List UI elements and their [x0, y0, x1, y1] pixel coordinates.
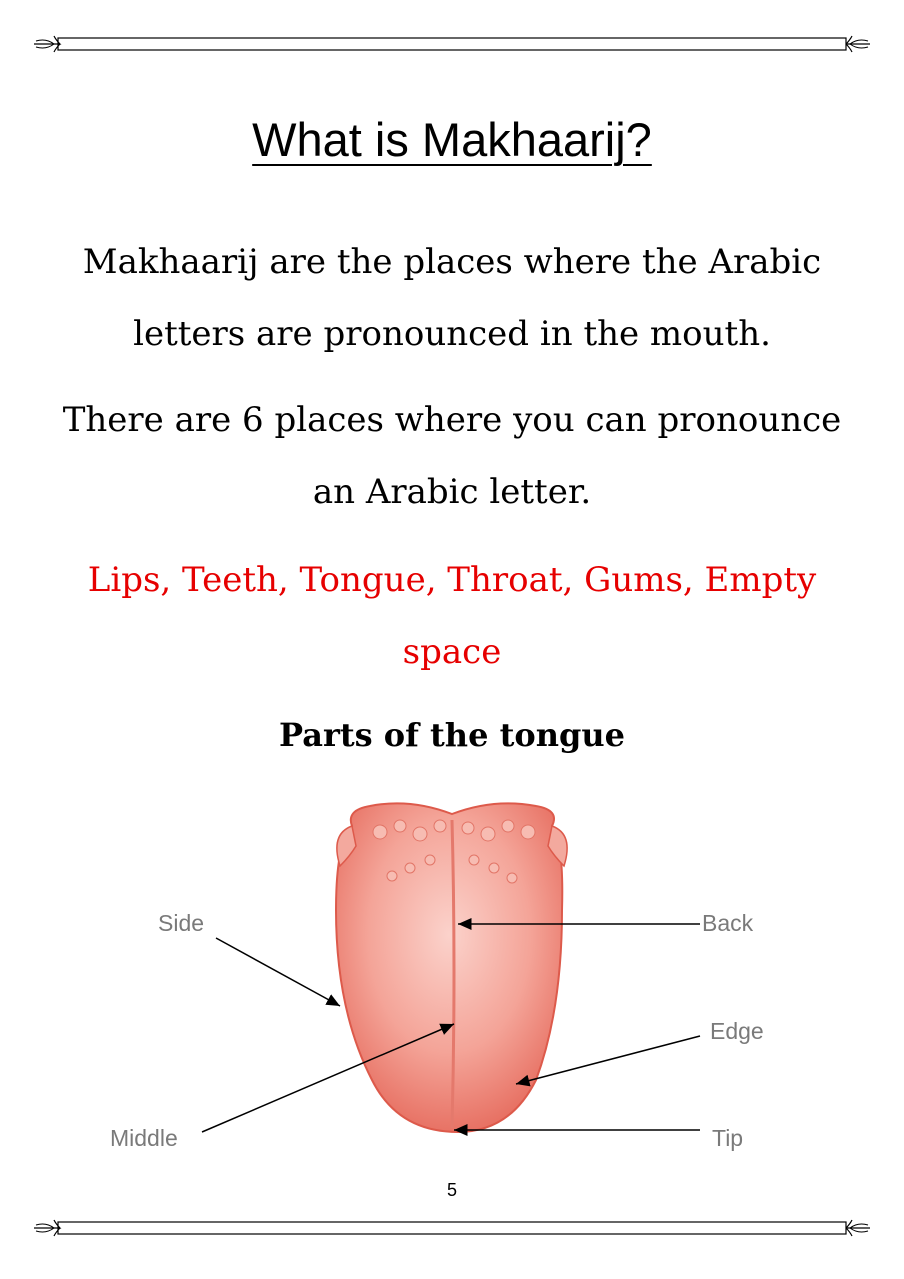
label-middle: Middle: [110, 1125, 178, 1151]
side-arrow: [216, 938, 340, 1006]
bottom-border-ornament: [0, 1216, 904, 1240]
tongue-diagram: [0, 790, 904, 1170]
label-edge: Edge: [710, 1018, 764, 1044]
page-number: 5: [446, 1180, 457, 1200]
top-border-ornament: [0, 32, 904, 56]
page-title: What is Makhaarij?: [252, 113, 652, 166]
label-side: Side: [158, 910, 205, 936]
label-back: Back: [702, 910, 754, 936]
places-count-paragraph: There are 6 places where you can pronounce an Arabic letter.: [62, 400, 842, 512]
tongue-illustration: [336, 803, 567, 1132]
places-list: Lips, Teeth, Tongue, Throat, Gums, Empty space: [87, 560, 817, 672]
section-subheading: Parts of the tongue: [279, 716, 625, 754]
intro-paragraph: Makhaarij are the places where the Arabic letters are pronounced in the mouth.: [82, 242, 822, 354]
label-tip: Tip: [712, 1125, 744, 1151]
